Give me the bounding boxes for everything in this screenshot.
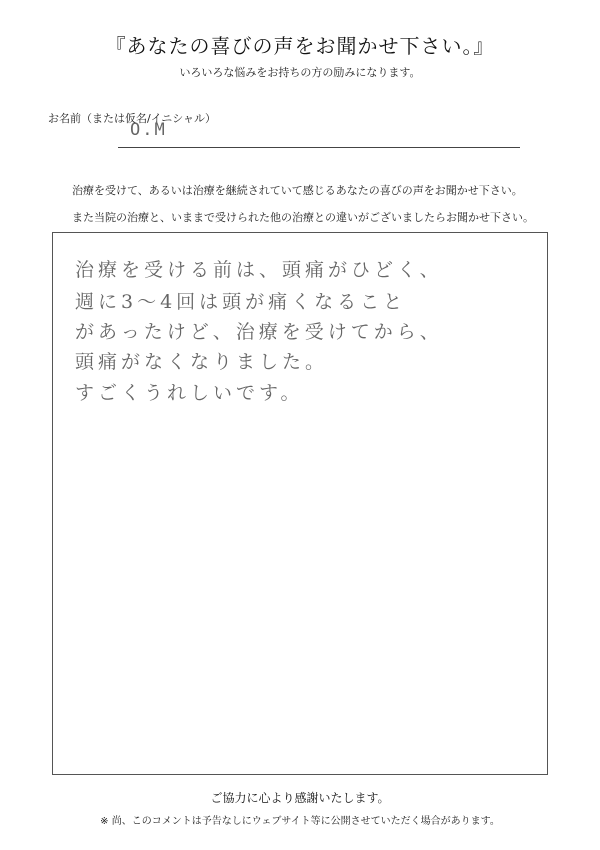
answer-line-1: 治療を受ける前は、頭痛がひどく、 [75, 259, 443, 281]
answer-line-4: 頭痛がなくなりました。 [75, 351, 329, 373]
name-field-value: O.M [130, 120, 167, 140]
name-field-underline [118, 147, 520, 148]
instruction-line-1: 治療を受けて、あるいは治療を継続されていて感じるあなたの喜びの声をお聞かせ下さい。 [72, 184, 523, 197]
name-field-label: お名前（または仮名/イニシャル） [48, 112, 217, 125]
form-title: 『あなたの喜びの声をお聞かせ下さい。』 [105, 34, 495, 58]
answer-line-2: 週に3〜4回は頭が痛くなること [75, 291, 407, 313]
answer-line-3: があったけど、治療を受けてから、 [75, 321, 443, 343]
answer-line-5: すごくうれしいです。 [75, 382, 304, 404]
footer-note: ※ 尚、このコメントは予告なしにウェブサイト等に公開させていただく場合があります。 [100, 816, 500, 827]
footer-thanks: ご協力に心より感謝いたします。 [210, 791, 390, 805]
instruction-line-2: また当院の治療と、いままで受けられた他の治療との違いがございましたらお聞かせ下さい。 [72, 211, 534, 224]
form-subtitle: いろいろな悩みをお持ちの方の励みになります。 [179, 66, 421, 79]
answer-box [52, 232, 548, 775]
